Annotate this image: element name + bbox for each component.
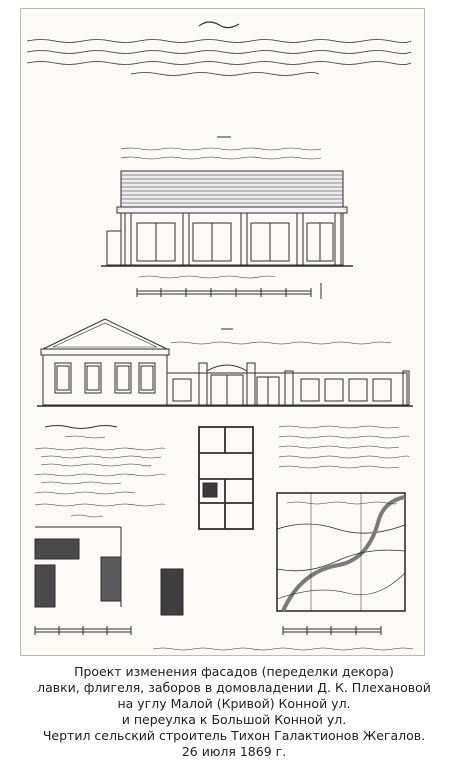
fence-and-gates [37,363,413,406]
title-script [199,22,239,28]
shop-doors [137,223,333,261]
legend-title [45,426,117,429]
outbuilding-facade [41,319,169,405]
header-script-line-3 [27,62,411,65]
signature-line [153,648,413,650]
caption-line-4: и переулка к Большой Конной ул. [121,712,347,727]
permit-note [279,426,409,468]
fence-panels [173,379,391,401]
floor-plan [199,427,253,529]
scale1-label [139,276,275,278]
shop-pilasters [125,213,341,265]
caption-line-5: Чертил сельский строитель Тихон Галактионов Жегалов. [42,728,426,743]
caption-line-3: на углу Малой (Кривой) Конной ул. [117,696,351,711]
drawing-illustration [21,9,426,657]
caption-line-6: 26 июля 1869 г. [181,744,287,759]
facade2-note [171,342,391,344]
siteplan-title [71,515,103,517]
facade1-note-2 [121,157,321,159]
outbuilding-windows [55,363,155,393]
scale-bar-3 [283,626,381,635]
image-caption [0,664,468,760]
architectural-drawing-sheet [20,8,425,656]
legend-subtitle [65,436,105,438]
scale-bar-2 [35,626,131,635]
header-script-line-1 [27,40,411,43]
shop-facade [101,171,353,266]
header-script-line-2 [27,51,411,54]
header-script-line-4 [131,73,319,76]
site-plan [35,527,183,615]
caption-line-1: Проект изменения фасадов (переделки декора) [74,664,394,679]
legend-lines [35,448,165,506]
scale-bar-1 [137,283,321,299]
facade1-note-1 [121,148,321,150]
caption-line-2: лавки, флигеля, заборов в домовладении Д. К. Плехановой [37,680,431,695]
locality-map [277,493,405,611]
map-caption [287,502,397,504]
